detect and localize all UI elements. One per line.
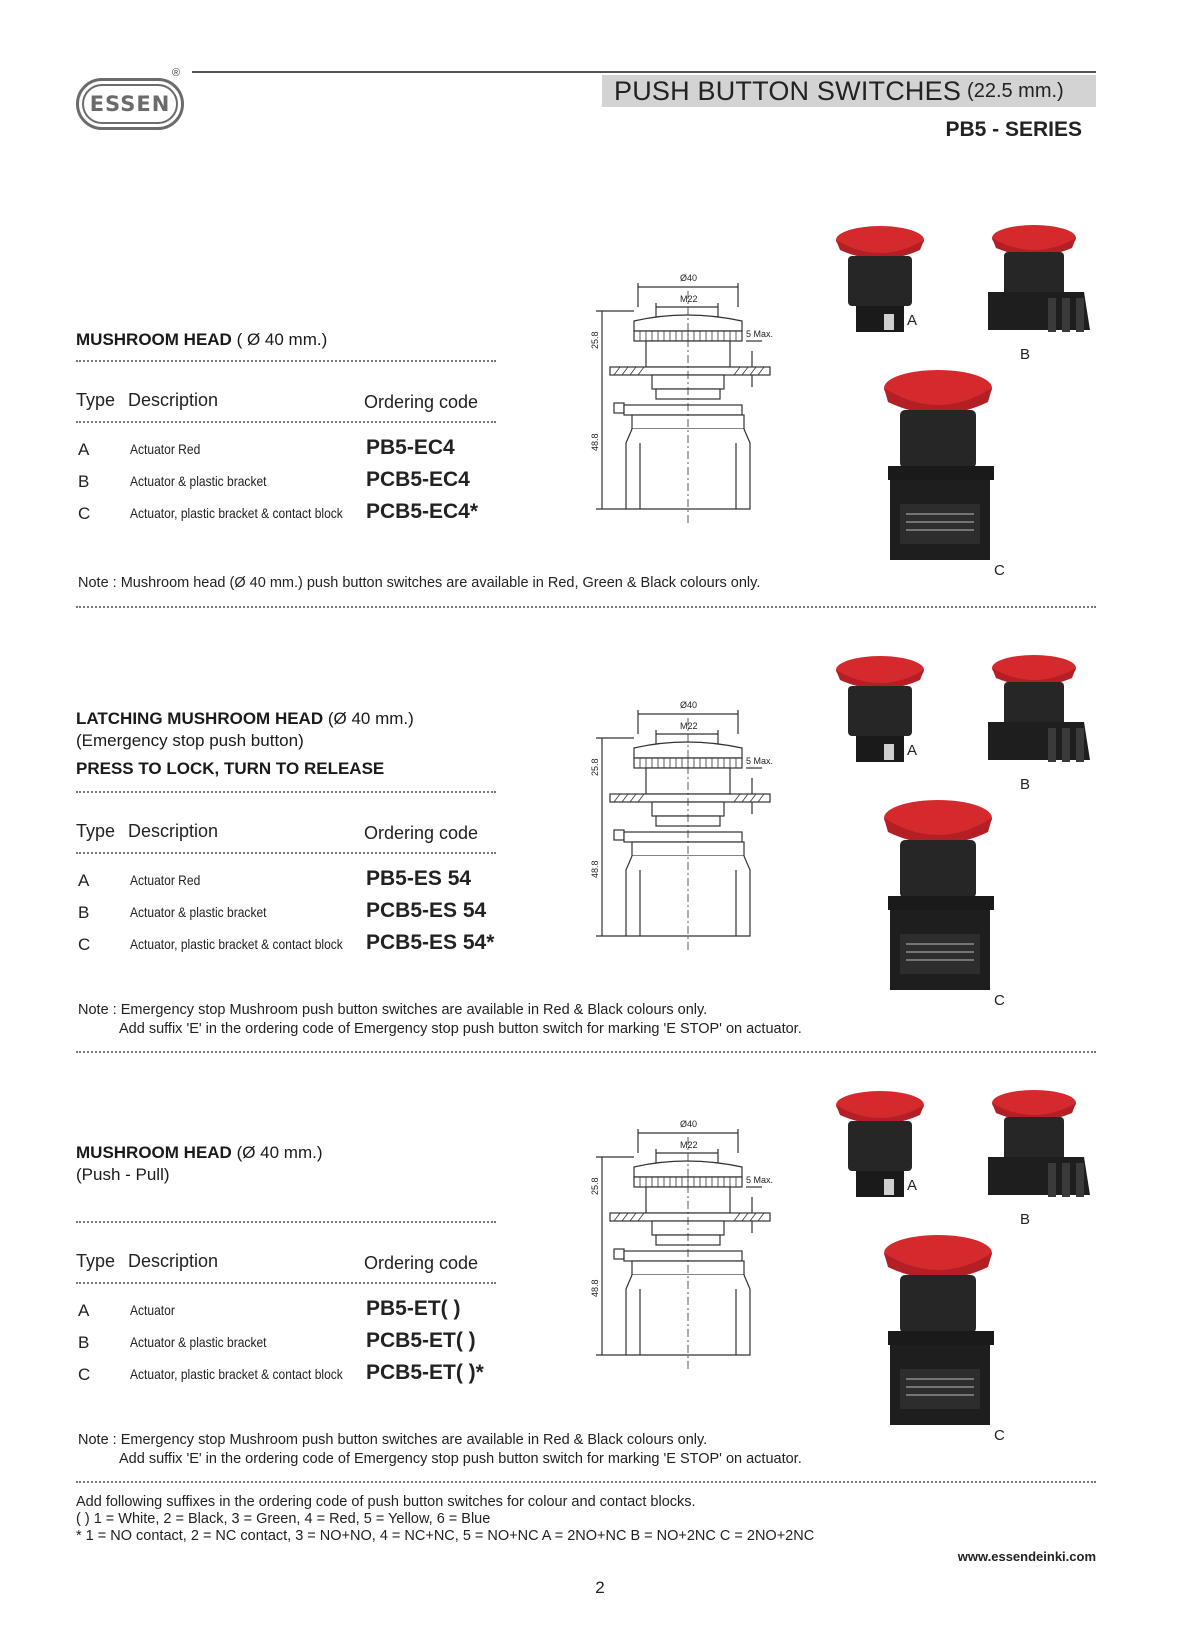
header-ordering: Ordering code [364,1253,479,1273]
photo-label-a: A [907,312,918,329]
row-type: B [78,1333,90,1352]
section-note: Note : Emergency stop Mushroom push button switches are available in Red & Black colours only. [78,1002,708,1018]
row-ordering-code: PCB5-ET( ) [366,1329,476,1352]
mushroom-button-photo-b [984,648,1094,778]
row-description: Actuator & plastic bracket [130,1334,267,1350]
table-row [76,1297,506,1327]
series-label: PB5 - SERIES [945,118,1082,141]
row-type: C [78,504,91,523]
table-row [76,899,506,929]
essen-logo [76,78,184,130]
mushroom-button-photo-c [878,366,998,566]
photo-label-b: B [1020,776,1031,793]
title-size: (22.5 mm.) [967,79,1064,102]
technical-drawing-wrap [586,698,776,973]
dim-h2: 48.8 [590,433,600,451]
table-row [76,468,506,498]
dim-max: 5 Max. [746,1175,774,1185]
section-note: Note : Mushroom head (Ø 40 mm.) push button switches are available in Red, Green & Black colours only. [78,575,761,591]
header-description: Description [128,821,219,841]
table-row [76,436,506,466]
dim-m22: M22 [680,721,698,731]
table-row [76,500,506,530]
row-type: C [78,1365,91,1384]
dim-h1: 25.8 [590,1177,600,1195]
photo-label-c: C [994,1427,1005,1444]
row-type: A [78,440,90,459]
page-title [602,75,1096,107]
section-subtitle-2: PRESS TO LOCK, TURN TO RELEASE [76,759,385,778]
table-row [76,931,506,961]
brand-text: ESSEN [89,92,171,116]
table-row [76,1361,506,1391]
dim-m22: M22 [680,294,698,304]
row-type: A [78,871,90,890]
mushroom-button-photo-b [984,1083,1094,1213]
photo-c [878,366,998,571]
table-top-rule [76,791,496,793]
dim-max: 5 Max. [746,756,774,766]
header-type: Type [76,390,116,410]
header-type: Type [76,1251,116,1271]
website-url[interactable]: www.essendeinki.com [957,1549,1096,1564]
photo-b [984,648,1094,783]
dim-d40: Ø40 [680,1119,698,1129]
page-number: 2 [595,1578,605,1597]
row-type: A [78,1301,90,1320]
table-top-rule [76,360,496,362]
row-ordering-code: PCB5-ET( )* [366,1361,484,1384]
photo-c [878,1231,998,1436]
photo-label-c: C [994,562,1005,579]
section-note-2: Add suffix 'E' in the ordering code of Emergency stop push button switch for marking 'E STOP' on actuator. [119,1451,802,1467]
technical-drawing [586,698,776,968]
header-description: Description [128,390,219,410]
row-description: Actuator & plastic bracket [130,473,267,489]
table-header-rule [76,1282,496,1284]
mushroom-button-photo-c [878,796,998,996]
dim-d40: Ø40 [680,273,698,283]
header-description: Description [128,1251,219,1271]
row-description: Actuator & plastic bracket [130,904,267,920]
section-title: MUSHROOM HEAD ( Ø 40 mm.) [76,330,328,349]
title-main: PUSH BUTTON SWITCHES [614,75,962,106]
dim-h2: 48.8 [590,1279,600,1297]
photo-c [878,796,998,1001]
row-ordering-code: PB5-ES 54 [366,867,472,890]
dim-h1: 25.8 [590,758,600,776]
dim-m22: M22 [680,1140,698,1150]
table-header-rule [76,852,496,854]
row-description: Actuator, plastic bracket & contact block [130,936,343,952]
row-ordering-code: PCB5-ES 54* [366,931,495,954]
row-description: Actuator Red [130,872,201,888]
dim-h2: 48.8 [590,860,600,878]
row-ordering-code: PB5-ET( ) [366,1297,461,1320]
row-ordering-code: PCB5-EC4 [366,468,470,491]
row-description: Actuator, plastic bracket & contact block [130,505,343,521]
table-row [76,867,506,897]
mushroom-button-photo-b [984,218,1094,348]
row-type: C [78,935,91,954]
footer-line-2: ( ) 1 = White, 2 = Black, 3 = Green, 4 = Red, 5 = Yellow, 6 = Blue [76,1511,491,1527]
photo-label-b: B [1020,346,1031,363]
table-top-rule [76,1221,496,1223]
photo-label-a: A [907,742,918,759]
technical-drawing-wrap [586,271,776,546]
technical-drawing-wrap [586,1117,776,1392]
row-ordering-code: PB5-EC4 [366,436,455,459]
section-note-2: Add suffix 'E' in the ordering code of Emergency stop push button switch for marking 'E STOP' on actuator. [119,1021,802,1037]
header-ordering: Ordering code [364,823,479,843]
row-description: Actuator Red [130,441,201,457]
row-type: B [78,903,90,922]
technical-drawing [586,1117,776,1387]
photo-label-a: A [907,1177,918,1194]
footer-line-1: Add following suffixes in the ordering code of push button switches for colour and contact blocks. [76,1494,696,1510]
registered-mark: ® [172,67,181,79]
photo-b [984,218,1094,353]
footer-line-3: * 1 = NO contact, 2 = NC contact, 3 = NO+NO, 4 = NC+NC, 5 = NO+NC A = 2NO+NC B = NO+2NC C = 2NO+2NC [76,1528,815,1544]
row-description: Actuator [130,1302,175,1318]
row-type: B [78,472,90,491]
photo-b [984,1083,1094,1218]
section-divider [76,1051,1096,1053]
photo-label-b: B [1020,1211,1031,1228]
row-ordering-code: PCB5-ES 54 [366,899,487,922]
section-subtitle: (Emergency stop push button) [76,731,304,750]
header-ordering: Ordering code [364,392,479,412]
technical-drawing [586,271,776,541]
footer-divider [76,1481,1096,1483]
row-ordering-code: PCB5-EC4* [366,500,479,523]
mushroom-button-photo-c [878,1231,998,1431]
table-header-rule [76,421,496,423]
header-type: Type [76,821,116,841]
section-note: Note : Emergency stop Mushroom push button switches are available in Red & Black colours only. [78,1432,708,1448]
dim-max: 5 Max. [746,329,774,339]
photo-label-c: C [994,992,1005,1009]
section-subtitle: (Push - Pull) [76,1165,170,1184]
row-description: Actuator, plastic bracket & contact block [130,1366,343,1382]
section-title: LATCHING MUSHROOM HEAD (Ø 40 mm.) [76,709,414,728]
dim-d40: Ø40 [680,700,698,710]
dim-h1: 25.8 [590,331,600,349]
header-rule [192,71,1096,73]
section-title: MUSHROOM HEAD (Ø 40 mm.) [76,1143,323,1162]
table-row [76,1329,506,1359]
section-divider [76,606,1096,608]
